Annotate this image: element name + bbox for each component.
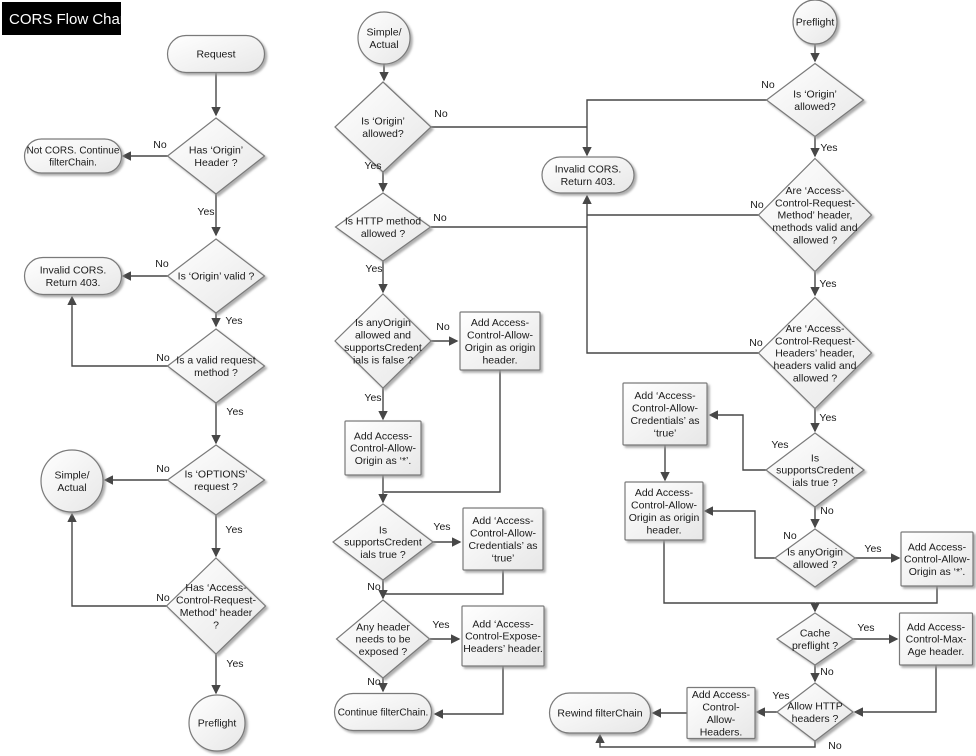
r-max-age-label: Add Access- [906, 621, 966, 634]
m-invalid-cors-label: Invalid CORS. [554, 163, 622, 176]
r-add-allow-headers-label: Allow- [706, 713, 736, 726]
m-add-expose [462, 606, 544, 666]
edge-label-http-method-no: No [433, 212, 447, 224]
edge-label-allow-http-yes: Yes [772, 690, 790, 702]
l-has-acrm [167, 558, 266, 654]
m-supports-cred-label: ials true ? [360, 549, 406, 562]
l-simple-actual [41, 450, 103, 512]
edge-label-supports-cred-no: No [367, 581, 381, 593]
l-valid-request-method-label: method ? [194, 366, 238, 379]
edge-acr-headers-no [587, 196, 759, 353]
m-any-header-exposed-label: Any header [356, 621, 410, 634]
m-http-allowed [336, 193, 431, 261]
l-preflight [189, 695, 245, 751]
l-preflight-label: Preflight [197, 717, 237, 730]
r-anyorigin-label: Is anyOrigin [786, 546, 844, 559]
l-has-acrm-label: ? [213, 619, 219, 632]
l-is-origin-valid [168, 239, 265, 313]
m-http-allowed-label: Is HTTP method [344, 215, 422, 228]
edge-r-origin-star-down [816, 586, 937, 603]
edge-label-r-supports-cred-no: No [820, 505, 834, 517]
m-anyorigin-cred-label: allowed and [354, 329, 412, 342]
r-add-cred-true [623, 383, 707, 445]
edge-label-is-origin-valid-yes: Yes [225, 315, 243, 327]
r-add-allow-headers-label: Headers. [699, 726, 743, 739]
m-add-expose-label: Headers’ header. [463, 643, 543, 656]
l-request [168, 36, 265, 73]
edge-label-anyorigin-cred-yes: Yes [364, 392, 382, 404]
r-add-origin-header-label: header. [646, 524, 682, 537]
m-origin-allowed-label: Is ‘Origin’ [361, 115, 405, 128]
edge-label-cache-preflight-yes: Yes [857, 622, 875, 634]
edge-label-preflight-origin-allowed-yes: Yes [820, 142, 838, 154]
m-http-allowed-label: allowed ? [360, 227, 406, 240]
m-add-origin-star-label: Origin as ‘*’. [354, 455, 412, 468]
r-add-cred-true-label: Credentials’ as [630, 414, 700, 427]
m-add-cred-true-label: Add ‘Access- [472, 515, 534, 528]
r-add-origin-header-label: Control-Allow- [631, 499, 697, 512]
m-any-header-exposed-label: needs to be [355, 633, 411, 646]
r-anyorigin-label: allowed ? [792, 558, 838, 571]
r-preflight-label: Preflight [795, 16, 835, 29]
m-anyorigin-cred-label: ials is false ? [352, 354, 414, 367]
r-add-origin-star-label: Control-Allow- [904, 553, 970, 566]
m-add-origin-star-label: Add Access- [353, 430, 413, 443]
edge-label-allow-http-no: No [828, 740, 842, 752]
edge-label-has-origin-header-yes: Yes [197, 206, 215, 218]
r-cache-preflight [777, 613, 853, 665]
l-has-origin-header-label: Header ? [194, 156, 238, 169]
l-valid-request-method [168, 329, 265, 403]
l-has-acrm-label: Control-Request- [176, 594, 256, 607]
m-invalid-cors [542, 157, 634, 193]
r-acr-headers-label: Are ‘Access- [785, 322, 845, 335]
r-origin-allowed-label: Is ‘Origin’ [793, 88, 837, 101]
m-continue-filterchain-label: Continue filterChain. [337, 707, 429, 719]
r-acr-headers-label: Control-Request- [775, 335, 855, 348]
r-acr-headers-label: headers valid and [773, 360, 857, 373]
edge-label-has-acrm-no: No [156, 592, 170, 604]
r-add-origin-header-label: Origin as origin [628, 511, 700, 524]
edge-label-has-origin-header-no: No [153, 139, 167, 151]
r-acr-method-label: Method’ header, [777, 209, 853, 222]
edge-label-origin-allowed-yes: Yes [364, 160, 382, 172]
l-is-options-label: request ? [194, 480, 238, 493]
edge-add-cred-true-join [384, 570, 503, 594]
edge-label-is-options-yes: Yes [225, 524, 243, 536]
m-add-expose-label: Control-Expose- [465, 630, 541, 643]
edge-label-origin-allowed-no: No [434, 108, 448, 120]
m-anyorigin-cred [335, 294, 431, 388]
r-acr-headers-label: allowed ? [792, 372, 838, 385]
m-supports-cred-label: Is [378, 524, 388, 537]
edge-label-acr-headers-no: No [749, 337, 763, 349]
l-not-cors [25, 139, 122, 173]
r-add-origin-header-label: Add Access- [634, 487, 694, 500]
r-cache-preflight-label: Cache [799, 627, 831, 640]
l-invalid-cors-label: Return 403. [45, 276, 101, 289]
edge-label-supports-cred-yes: Yes [433, 521, 451, 533]
m-continue-filterchain [335, 694, 432, 731]
m-add-origin-header-label: Control-Allow- [467, 329, 533, 342]
r-acr-method-label: allowed ? [792, 234, 838, 247]
m-anyorigin-cred-label: Is anyOrigin [354, 317, 412, 330]
m-add-origin-star [345, 421, 421, 475]
r-add-allow-headers-label: Add Access- [691, 689, 751, 702]
m-simple-actual [358, 12, 410, 64]
edge-label-any-header-exposed-no: No [367, 676, 381, 688]
edge-has-acrm-no [72, 514, 167, 606]
r-add-cred-true-label: Add ‘Access- [634, 390, 696, 403]
l-not-cors-label: Not CORS. Continue [26, 145, 120, 157]
m-origin-allowed [335, 82, 431, 172]
l-has-acrm-label: Has ‘Access- [185, 582, 247, 595]
edge-label-is-options-no: No [156, 463, 170, 475]
m-add-origin-header [460, 312, 540, 370]
edge-label-acr-headers-yes: Yes [819, 412, 837, 424]
m-supports-cred-label: supportsCredent [344, 536, 422, 549]
r-add-allow-headers-label: Control- [702, 701, 740, 714]
r-cache-preflight-label: preflight ? [791, 639, 839, 652]
l-is-options [168, 445, 265, 515]
m-simple-actual-label: Simple/ [366, 26, 402, 39]
l-invalid-cors [25, 258, 122, 295]
m-add-origin-header-label: header. [482, 354, 518, 367]
edge-r-anyorigin-no [705, 511, 775, 558]
edge-label-valid-request-method-yes: Yes [226, 406, 244, 418]
edge-label-r-supports-cred-yes: Yes [771, 439, 789, 451]
l-has-acrm-label: Method’ header [179, 606, 253, 619]
r-allow-http-label: headers ? [791, 712, 839, 725]
r-allow-http-label: Allow HTTP [787, 700, 843, 713]
edge-r-supports-cred-yes [710, 415, 766, 470]
m-add-cred-true-label: ‘true’ [491, 552, 515, 565]
edge-max-age-down [855, 665, 936, 712]
r-max-age [900, 613, 973, 665]
edge-label-acr-method-no: No [750, 199, 764, 211]
edge-label-acr-method-yes: Yes [819, 278, 837, 290]
l-valid-request-method-label: Is a valid request [176, 354, 256, 367]
m-supports-cred [333, 504, 433, 580]
m-anyorigin-cred-label: supportsCredent [344, 341, 422, 354]
r-add-cred-true-label: ‘true’ [653, 427, 677, 440]
r-acr-headers-label: Headers’ header, [775, 347, 855, 360]
page-title: CORS Flow Chart [9, 11, 130, 28]
r-acr-method-label: methods valid and [772, 222, 858, 235]
edge-add-expose-to-continue [435, 666, 503, 714]
r-supports-cred-label: Is [810, 452, 820, 465]
l-invalid-cors-label: Invalid CORS. [39, 264, 107, 277]
edge-label-http-method-yes: Yes [365, 263, 383, 275]
r-supports-cred-label: ials true ? [792, 477, 838, 490]
r-origin-allowed-label: allowed? [794, 100, 836, 113]
edge-label-preflight-origin-allowed-no: No [761, 79, 775, 91]
m-add-origin-header-label: Add Access- [470, 317, 530, 330]
m-simple-actual-label: Actual [369, 38, 399, 51]
l-simple-actual-label: Simple/ [54, 469, 90, 482]
r-add-cred-true-label: Control-Allow- [632, 402, 698, 415]
m-invalid-cors-label: Return 403. [560, 175, 616, 188]
edge-label-valid-request-method-no: No [156, 352, 170, 364]
edge-label-anyorigin-cred-no: No [436, 321, 450, 333]
m-add-origin-header-label: Origin as origin [464, 341, 536, 354]
title-block [2, 2, 130, 35]
r-acr-method-label: Are ‘Access- [785, 184, 845, 197]
r-max-age-label: Control-Max- [905, 633, 967, 646]
edge-label-r-anyorigin-yes: Yes [864, 543, 882, 555]
r-acr-headers [759, 298, 872, 409]
r-rewind-filterchain-label: Rewind filterChain [557, 707, 643, 720]
l-has-origin-header [168, 118, 265, 194]
r-supports-cred-label: supportsCredent [776, 464, 854, 477]
r-origin-allowed [767, 64, 864, 137]
nodes [25, 0, 974, 751]
r-add-origin-star-label: Add Access- [907, 541, 967, 554]
edge-label-is-origin-valid-no: No [155, 258, 169, 270]
l-not-cors-label: filterChain. [49, 157, 97, 169]
r-add-origin-header [625, 482, 703, 540]
edge-preflight-origin-allowed-no [587, 100, 767, 155]
r-add-origin-star-label: Origin as ‘*’. [908, 566, 966, 579]
edge-label-cache-preflight-no: No [820, 666, 834, 678]
r-add-allow-headers [687, 688, 755, 739]
r-acr-method-label: Control-Request- [775, 197, 855, 210]
m-any-header-exposed [337, 600, 430, 678]
l-is-origin-valid-label: Is ‘Origin’ valid ? [177, 270, 255, 283]
l-is-options-label: Is ‘OPTIONS’ [184, 468, 248, 481]
r-rewind-filterchain [550, 693, 651, 733]
m-add-cred-true [463, 508, 543, 570]
m-origin-allowed-label: allowed? [362, 127, 404, 140]
edge-label-any-header-exposed-yes: Yes [432, 619, 450, 631]
m-add-expose-label: Add ‘Access- [472, 618, 534, 631]
r-max-age-label: Age header. [907, 646, 965, 659]
edge-valid-request-method-no [72, 297, 168, 366]
r-preflight [793, 0, 837, 44]
m-add-origin-star-label: Control-Allow- [350, 442, 416, 455]
edge-label-has-acrm-yes: Yes [226, 658, 244, 670]
edge-label-r-anyorigin-no: No [783, 530, 797, 542]
r-acr-method [759, 159, 872, 272]
l-simple-actual-label: Actual [57, 481, 87, 494]
m-add-cred-true-label: Credentials’ as [468, 539, 538, 552]
l-request-label: Request [196, 48, 236, 61]
m-any-header-exposed-label: exposed ? [358, 646, 408, 659]
m-add-cred-true-label: Control-Allow- [470, 527, 536, 540]
r-add-origin-star [901, 532, 973, 586]
l-has-origin-header-label: Has ‘Origin’ [188, 144, 244, 157]
